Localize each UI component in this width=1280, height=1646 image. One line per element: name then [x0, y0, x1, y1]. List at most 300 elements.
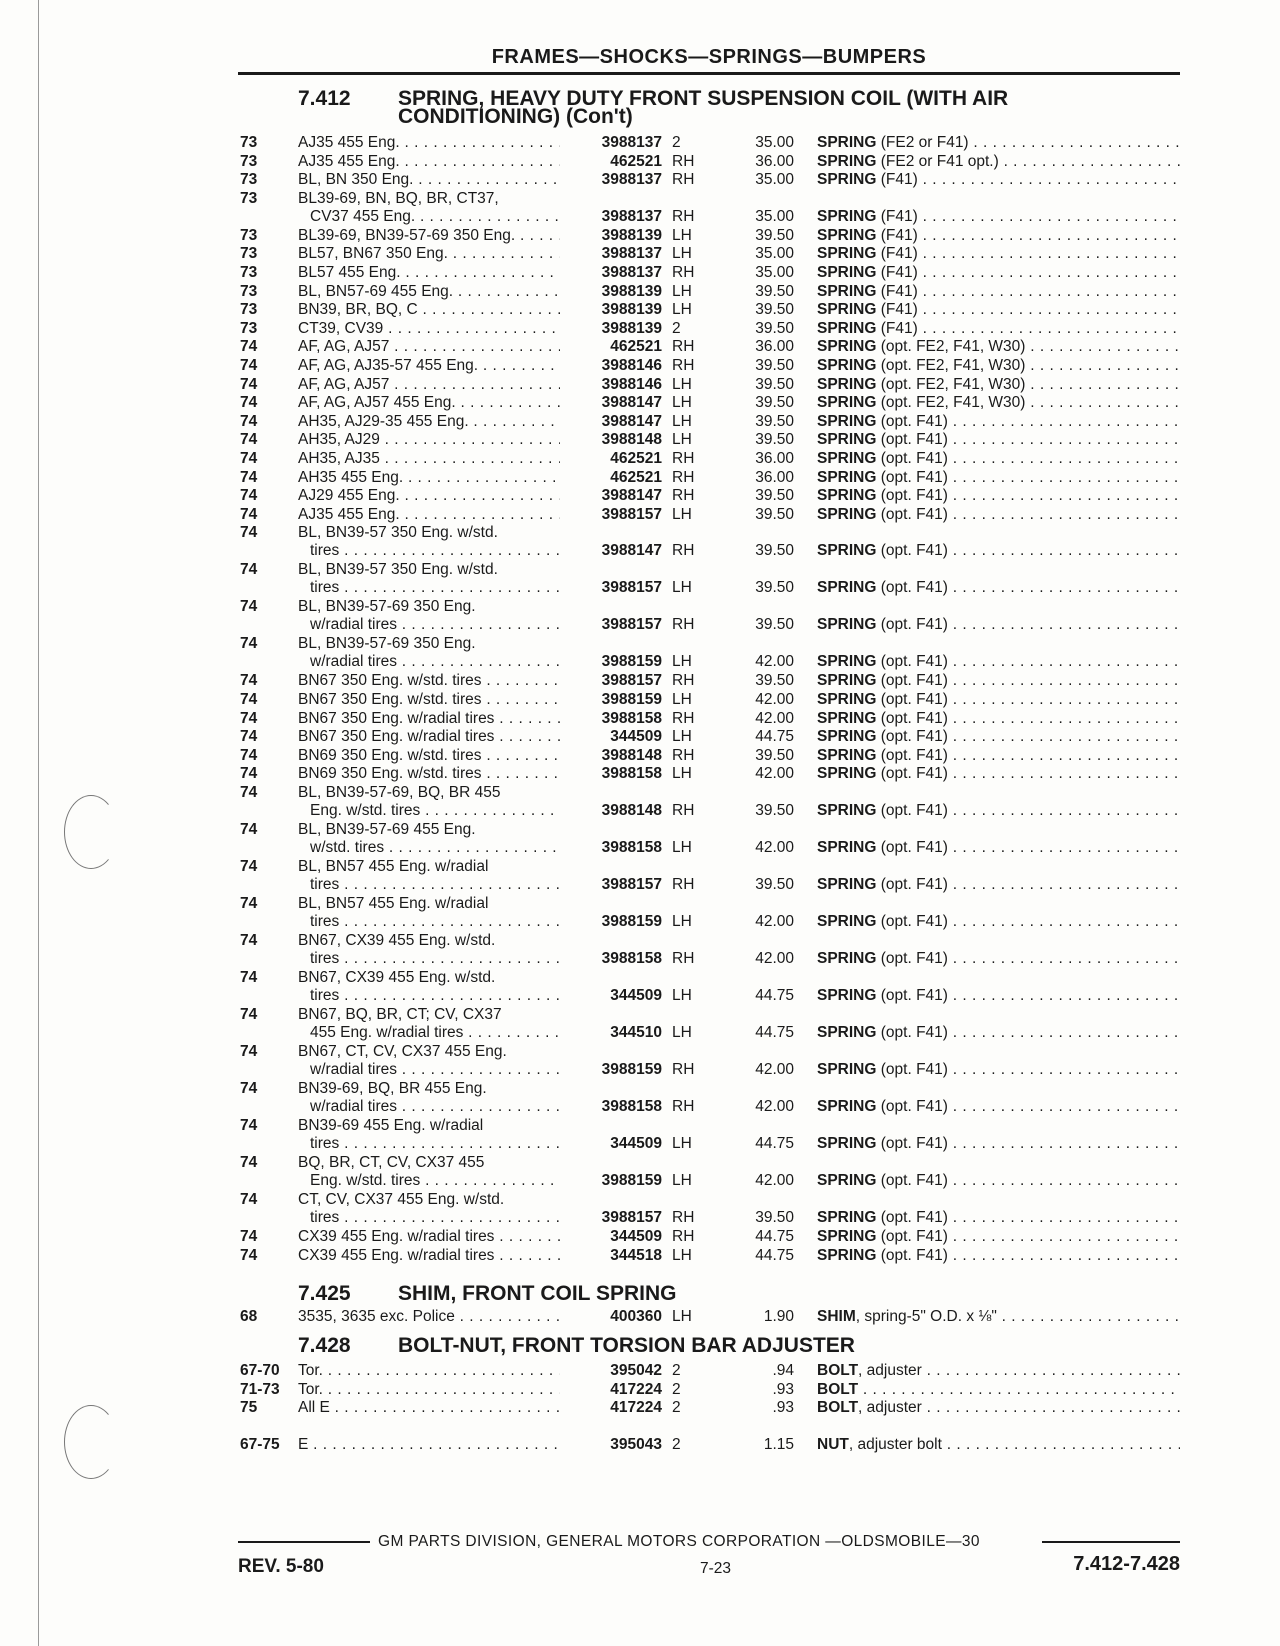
quantity: RH	[672, 450, 695, 467]
part-number: 3988137	[601, 207, 662, 225]
application-description-continued: tires . . .	[310, 912, 560, 931]
quantity: 2	[672, 1380, 681, 1398]
application-description: BN67, CT, CV, CX37 455 Eng.	[298, 1043, 507, 1060]
price: 39.50	[755, 319, 794, 337]
part-name	[817, 615, 1180, 634]
quantity: RH	[672, 1228, 695, 1245]
part-number: 3988159	[601, 1172, 662, 1189]
model-year: 74	[240, 895, 258, 912]
application-description: CT39, CV39 . . .	[298, 319, 560, 338]
application-description: BN67, CX39 455 Eng. w/std.	[298, 932, 496, 949]
application-description: AH35, AJ29 . . .	[298, 430, 560, 449]
application-description-continued: w/radial tires . . .	[310, 615, 560, 634]
part-name	[817, 412, 1180, 431]
part-name	[817, 486, 1180, 505]
quantity: RH	[672, 264, 695, 281]
quantity: LH	[672, 505, 692, 523]
quantity: LH	[672, 1246, 692, 1264]
price: 44.75	[755, 1246, 794, 1264]
part-spec: (opt. FE2, F41, W30)	[876, 375, 1026, 393]
quantity: RH	[672, 338, 695, 356]
part-spec: (opt. F41)	[876, 1228, 948, 1245]
table-row	[0, 1153, 1280, 1190]
quantity: RH	[672, 357, 695, 374]
quantity: RH	[672, 1061, 695, 1078]
part-spec: (F41)	[876, 171, 918, 189]
part-spec: (F41)	[876, 264, 918, 281]
table-row	[0, 152, 1280, 171]
model-year: 71-73	[240, 1380, 280, 1398]
table-row	[0, 727, 1280, 746]
part-number: 3988157	[601, 616, 662, 634]
price: 42.00	[755, 1061, 794, 1078]
part-spec: (opt. F41)	[876, 802, 948, 819]
model-year: 74	[240, 412, 258, 430]
table-row	[0, 282, 1280, 301]
application-description: BN39-69, BQ, BR 455 Eng.	[298, 1080, 487, 1097]
part-spec: , adjuster bolt	[848, 1435, 942, 1453]
model-year: 73	[240, 171, 258, 189]
model-year: 74	[240, 450, 258, 467]
part-number: 3988159	[601, 913, 662, 930]
part-name-bold: SPRING	[817, 765, 877, 783]
application-description: AH35, AJ35 . . .	[298, 449, 560, 468]
model-year: 73	[240, 226, 258, 244]
part-number: 462521	[610, 450, 662, 467]
application-description: BL, BN 350 Eng. . . .	[298, 170, 560, 189]
part-spec: (opt. F41)	[876, 616, 948, 634]
part-number: 3988147	[601, 394, 662, 412]
part-name	[817, 282, 1180, 301]
part-name	[817, 727, 1180, 746]
application-description-continued: w/radial tires . . .	[310, 1097, 560, 1116]
application-description: BN39-69 455 Eng. w/radial	[298, 1117, 484, 1134]
part-spec: (F41)	[876, 226, 918, 244]
footer-rule-right	[1042, 1541, 1180, 1543]
part-spec: (opt. FE2, F41, W30)	[876, 394, 1026, 412]
model-year: 74	[240, 969, 258, 986]
part-name	[817, 578, 1180, 597]
part-name	[817, 801, 1180, 820]
part-number: 3988148	[601, 431, 662, 449]
section-title: SPRING, HEAVY DUTY FRONT SUSPENSION COIL (WITH AIR	[398, 87, 1009, 110]
part-spec: (FE2 or F41 opt.)	[876, 152, 999, 170]
part-number: 417224	[610, 1399, 662, 1417]
price: 39.50	[755, 394, 794, 412]
model-year: 74	[240, 375, 258, 393]
part-name-bold: SPRING	[817, 282, 877, 300]
part-spec: (opt. F41)	[876, 1172, 948, 1189]
quantity: RH	[672, 802, 695, 819]
part-name-bold: SPRING	[817, 226, 877, 244]
price: 44.75	[755, 728, 794, 746]
application-description: BN67, CX39 455 Eng. w/std.	[298, 969, 496, 986]
application-description-continued: tires . . .	[310, 1208, 560, 1227]
part-spec: (opt. F41)	[876, 1209, 948, 1226]
quantity: RH	[672, 709, 695, 727]
part-number: 3988137	[601, 264, 662, 281]
quantity: 2	[672, 1399, 681, 1417]
part-name	[817, 393, 1180, 412]
section-number: 7.412	[298, 87, 351, 110]
table-row	[0, 1042, 1280, 1079]
table-row	[0, 505, 1280, 524]
table-row	[0, 468, 1280, 487]
footer-page-number: 7-23	[700, 1560, 732, 1577]
price: 39.50	[755, 746, 794, 764]
part-number: 344509	[610, 728, 662, 746]
price: 42.00	[755, 950, 794, 967]
part-name-bold: SPRING	[817, 691, 877, 708]
part-name-bold: SPRING	[817, 152, 877, 170]
application-description: 3535, 3635 exc. Police . . .	[298, 1307, 560, 1326]
footer-revision: REV. 5-80	[238, 1556, 324, 1577]
price: 42.00	[755, 709, 794, 727]
table-row	[0, 820, 1280, 857]
price: 39.50	[755, 301, 794, 319]
part-name-bold: SPRING	[817, 709, 877, 727]
application-description: BL, BN39-57-69 455 Eng.	[298, 821, 476, 838]
application-description: CX39 455 Eng. w/radial tires . . .	[298, 1246, 560, 1265]
table-row	[0, 449, 1280, 468]
part-spec: , adjuster	[858, 1362, 922, 1379]
part-name	[817, 1435, 1180, 1454]
part-name-bold: SPRING	[817, 487, 877, 505]
application-description: CT, CV, CX37 455 Eng. w/std.	[298, 1191, 505, 1208]
application-description: BL, BN39-57-69, BQ, BR 455	[298, 784, 501, 801]
quantity: LH	[672, 579, 692, 597]
part-name	[817, 300, 1180, 319]
price: 44.75	[755, 1228, 794, 1245]
part-number: 344518	[610, 1246, 662, 1264]
part-name	[817, 1246, 1180, 1265]
price: 42.00	[755, 691, 794, 708]
price: 35.00	[755, 134, 794, 151]
table-row	[0, 1307, 1280, 1326]
part-spec: (opt. F41)	[876, 1246, 948, 1264]
part-name-bold: SPRING	[817, 579, 877, 597]
part-name	[817, 505, 1180, 524]
quantity: LH	[672, 765, 692, 783]
part-name-bold: SPRING	[817, 375, 877, 393]
part-number: 344509	[610, 1135, 662, 1152]
price: 39.50	[755, 616, 794, 634]
part-name-bold: SPRING	[817, 987, 877, 1004]
quantity: LH	[672, 1308, 692, 1325]
part-name	[817, 263, 1180, 282]
part-number: 395042	[610, 1362, 662, 1379]
table-row	[0, 690, 1280, 709]
part-name-bold: SPRING	[817, 802, 877, 819]
quantity: LH	[672, 394, 692, 412]
part-number: 3988158	[601, 1098, 662, 1115]
price: 35.00	[755, 245, 794, 263]
part-spec: (opt. F41)	[876, 728, 948, 746]
section-number: 7.425	[298, 1282, 351, 1305]
price: 36.00	[755, 338, 794, 356]
table-row	[0, 319, 1280, 338]
part-spec: (opt. F41)	[876, 765, 948, 783]
application-description: BL39-69, BN, BQ, BR, CT37,	[298, 189, 499, 207]
part-name-bold: SPRING	[817, 728, 877, 746]
part-spec: (opt. F41)	[876, 487, 948, 505]
model-year: 73	[240, 189, 258, 207]
part-name-bold: SPRING	[817, 653, 877, 671]
application-description: BN39, BR, BQ, C . . .	[298, 300, 560, 319]
application-description: E . . .	[298, 1435, 560, 1454]
part-number: 3988146	[601, 357, 662, 374]
part-name	[817, 319, 1180, 338]
table-row	[0, 968, 1280, 1005]
quantity: LH	[672, 1024, 692, 1041]
part-name	[817, 875, 1180, 894]
price: 42.00	[755, 839, 794, 856]
part-number: 3988157	[601, 672, 662, 690]
part-spec: (opt. F41)	[876, 876, 948, 893]
model-year: 74	[240, 431, 258, 449]
application-description-continued: tires . . .	[310, 875, 560, 894]
table-row	[0, 764, 1280, 783]
part-number: 3988157	[601, 1209, 662, 1226]
part-spec: (F41)	[876, 301, 918, 319]
part-name	[817, 1361, 1180, 1380]
footer-organization: GM PARTS DIVISION, GENERAL MOTORS CORPORATION —OLDSMOBILE—30	[378, 1533, 980, 1550]
part-number: 3988137	[601, 134, 662, 151]
part-name-bold: SPRING	[817, 1098, 877, 1115]
part-name-bold: SPRING	[817, 450, 877, 467]
part-spec: (opt. F41)	[876, 1135, 948, 1152]
part-spec: (opt. F41)	[876, 542, 948, 560]
model-year: 74	[240, 561, 258, 579]
table-row	[0, 634, 1280, 671]
part-name-bold: SPRING	[817, 245, 877, 263]
part-name-bold: NUT	[817, 1435, 849, 1453]
table-row	[0, 375, 1280, 394]
part-number: 3988139	[601, 226, 662, 244]
part-name-bold: SPRING	[817, 1172, 877, 1189]
part-number: 3988157	[601, 505, 662, 523]
quantity: LH	[672, 987, 692, 1004]
quantity: RH	[672, 950, 695, 967]
part-name	[817, 986, 1180, 1005]
table-row	[0, 560, 1280, 597]
part-number: 3988159	[601, 1061, 662, 1078]
part-name	[817, 226, 1180, 245]
application-description-continued: w/radial tires . . .	[310, 1060, 560, 1079]
part-number: 3988159	[601, 691, 662, 708]
part-name	[817, 709, 1180, 728]
part-name-bold: SPRING	[817, 171, 877, 189]
part-spec: (opt. F41)	[876, 579, 948, 597]
application-description-continued: CV37 455 Eng. . . .	[310, 207, 560, 226]
price: 35.00	[755, 207, 794, 225]
model-year: 74	[240, 394, 258, 412]
part-spec: , spring-5" O.D. x ⅛"	[855, 1308, 997, 1325]
quantity: LH	[672, 1135, 692, 1152]
model-year: 73	[240, 264, 258, 281]
part-spec: (opt. F41)	[876, 1061, 948, 1078]
quantity: LH	[672, 301, 692, 319]
quantity: RH	[672, 746, 695, 764]
model-year: 74	[240, 468, 258, 486]
table-row	[0, 1079, 1280, 1116]
part-spec: (opt. F41)	[876, 450, 948, 467]
model-year: 74	[240, 487, 258, 505]
part-spec: (opt. F41)	[876, 1024, 948, 1041]
part-number: 462521	[610, 152, 662, 170]
part-name	[817, 133, 1180, 152]
part-name	[817, 652, 1180, 671]
table-row	[0, 671, 1280, 690]
quantity: RH	[672, 1098, 695, 1115]
part-spec: (F41)	[876, 319, 918, 337]
model-year: 74	[240, 1006, 258, 1023]
part-name-bold: BOLT	[817, 1399, 859, 1417]
part-name	[817, 356, 1180, 375]
application-description: AJ29 455 Eng. . . .	[298, 486, 560, 505]
price: 44.75	[755, 1135, 794, 1152]
part-spec: (opt. FE2, F41, W30)	[876, 357, 1026, 374]
price: 39.50	[755, 487, 794, 505]
application-description: AF, AG, AJ57 . . .	[298, 337, 560, 356]
quantity: LH	[672, 839, 692, 856]
part-name-bold: SPRING	[817, 394, 877, 412]
price: 39.50	[755, 412, 794, 430]
application-description: AF, AG, AJ35-57 455 Eng. . . .	[298, 356, 560, 375]
part-number: 3988139	[601, 282, 662, 300]
part-number: 3988137	[601, 245, 662, 263]
application-description: BL, BN39-57 350 Eng. w/std.	[298, 561, 498, 579]
part-name	[817, 1227, 1180, 1246]
price: .93	[772, 1380, 794, 1398]
application-description: BL57 455 Eng. . . .	[298, 263, 560, 282]
table-row	[0, 393, 1280, 412]
application-description: AJ35 455 Eng. . . .	[298, 152, 560, 171]
section-title-continued: CONDITIONING) (Con't)	[398, 105, 633, 128]
part-number: 3988147	[601, 542, 662, 560]
table-row	[0, 523, 1280, 560]
quantity: RH	[672, 468, 695, 486]
part-number: 395043	[610, 1435, 662, 1453]
part-number: 3988158	[601, 839, 662, 856]
application-description: AH35, AJ29-35 455 Eng. . . .	[298, 412, 560, 431]
price: 1.90	[763, 1308, 794, 1325]
price: 39.50	[755, 375, 794, 393]
quantity: LH	[672, 691, 692, 708]
part-name-bold: SPRING	[817, 319, 877, 337]
price: 39.50	[755, 226, 794, 244]
model-year: 73	[240, 152, 258, 170]
application-description-continued: tires . . .	[310, 578, 560, 597]
model-year: 74	[240, 357, 258, 374]
part-name	[817, 468, 1180, 487]
price: 39.50	[755, 431, 794, 449]
part-number: 3988158	[601, 950, 662, 967]
model-year: 74	[240, 505, 258, 523]
table-row	[0, 931, 1280, 968]
part-number: 3988148	[601, 746, 662, 764]
part-name	[817, 1023, 1180, 1042]
quantity: RH	[672, 171, 695, 189]
price: 39.50	[755, 357, 794, 374]
part-spec: (opt. F41)	[876, 468, 948, 486]
quantity: LH	[672, 913, 692, 930]
price: 36.00	[755, 152, 794, 170]
part-name	[817, 1171, 1180, 1190]
quantity: RH	[672, 487, 695, 505]
part-name-bold: SPRING	[817, 357, 877, 374]
model-year: 68	[240, 1308, 258, 1325]
part-name	[817, 375, 1180, 394]
price: 35.00	[755, 171, 794, 189]
table-row	[0, 1190, 1280, 1227]
quantity: 2	[672, 1362, 681, 1379]
table-row	[0, 300, 1280, 319]
part-spec: (opt. F41)	[876, 950, 948, 967]
application-description: Tor. . . .	[298, 1380, 560, 1399]
price: 39.50	[755, 505, 794, 523]
part-name-bold: SPRING	[817, 876, 877, 893]
part-name-bold: SPRING	[817, 913, 877, 930]
part-spec: (opt. F41)	[876, 691, 948, 708]
model-year: 74	[240, 1228, 258, 1245]
price: .94	[772, 1362, 794, 1379]
application-description: BN67 350 Eng. w/radial tires . . .	[298, 727, 560, 746]
part-number: 417224	[610, 1380, 662, 1398]
table-row	[0, 1246, 1280, 1265]
price: 39.50	[755, 579, 794, 597]
application-description-continued: Eng. w/std. tires . . .	[310, 801, 560, 820]
part-name-bold: SPRING	[817, 542, 877, 560]
part-spec: (opt. F41)	[876, 505, 948, 523]
part-name-bold: SPRING	[817, 412, 877, 430]
part-name-bold: SPRING	[817, 505, 877, 523]
application-description: BN69 350 Eng. w/std. tires . . .	[298, 746, 560, 765]
price: 39.50	[755, 282, 794, 300]
section-title: BOLT-NUT, FRONT TORSION BAR ADJUSTER	[398, 1334, 855, 1357]
table-row	[0, 189, 1280, 226]
part-name	[817, 170, 1180, 189]
part-name-bold: SPRING	[817, 616, 877, 634]
part-spec: (opt. F41)	[876, 709, 948, 727]
application-description-continued: w/std. tires . . .	[310, 838, 560, 857]
section-number: 7.428	[298, 1334, 351, 1357]
price: 42.00	[755, 913, 794, 930]
application-description: BQ, BR, CT, CV, CX37 455	[298, 1154, 485, 1171]
model-year: 74	[240, 765, 258, 783]
part-name	[817, 152, 1180, 171]
model-year: 74	[240, 821, 258, 838]
part-name-bold: SHIM	[817, 1308, 856, 1325]
table-row	[0, 894, 1280, 931]
part-name	[817, 449, 1180, 468]
table-row	[0, 1227, 1280, 1246]
part-name	[817, 671, 1180, 690]
part-name-bold: BOLT	[817, 1380, 859, 1398]
application-description: AH35 455 Eng. . . .	[298, 468, 560, 487]
model-year: 74	[240, 858, 258, 875]
table-row	[0, 1398, 1280, 1417]
quantity: LH	[672, 653, 692, 671]
part-name-bold: SPRING	[817, 338, 877, 356]
quantity: RH	[672, 672, 695, 690]
part-number: 344509	[610, 987, 662, 1004]
application-description: CX39 455 Eng. w/radial tires . . .	[298, 1227, 560, 1246]
part-name-bold: SPRING	[817, 1209, 877, 1226]
part-name-bold: SPRING	[817, 207, 877, 225]
model-year: 74	[240, 746, 258, 764]
part-name	[817, 690, 1180, 709]
